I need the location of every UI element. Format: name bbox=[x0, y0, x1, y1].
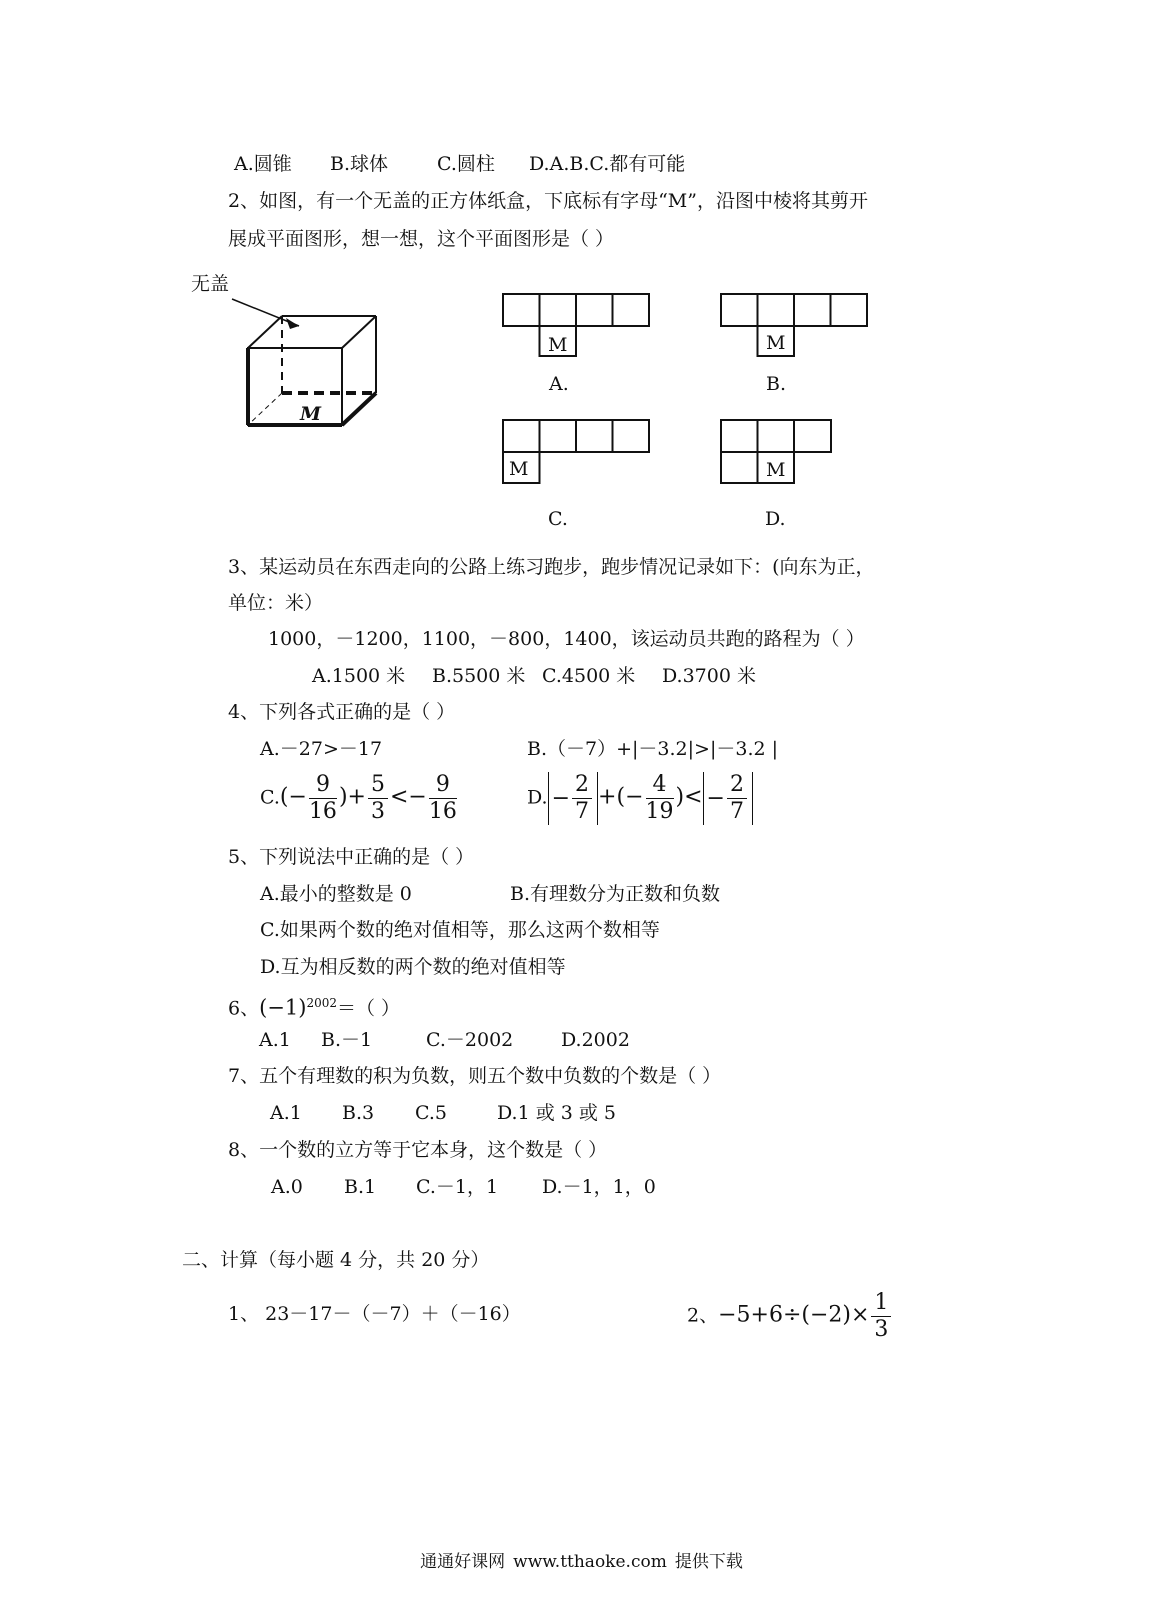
q5-option-c: C.如果两个数的绝对值相等，那么这两个数相等 bbox=[260, 919, 660, 941]
q6-option-a: A.1 bbox=[259, 1029, 291, 1051]
fraction-numerator: 9 bbox=[429, 772, 457, 799]
q6-stem bbox=[228, 991, 400, 1020]
q4-option-d-fraction-2 bbox=[646, 772, 674, 825]
q7-option-a: A.1 bbox=[270, 1102, 302, 1124]
fraction-denominator: 16 bbox=[428, 799, 457, 824]
q4-option-d bbox=[527, 772, 753, 825]
q4-option-c-fraction-1 bbox=[309, 772, 337, 825]
q4-option-c-less-than: <− bbox=[389, 784, 427, 810]
q3-stem-line2: 单位：米） bbox=[228, 592, 324, 614]
q4-stem: 4、下列各式正确的是（ ） bbox=[228, 701, 456, 723]
q1-option-a: A.圆锥 bbox=[234, 153, 292, 175]
q5-option-d: D.互为相反数的两个数的绝对值相等 bbox=[260, 956, 566, 978]
footer-url[interactable]: www.tthaoke.com bbox=[513, 1552, 667, 1572]
q4-option-c-paren-open: (− bbox=[279, 784, 307, 810]
fraction-numerator: 2 bbox=[572, 772, 592, 799]
q3-option-b: B.5500 米 bbox=[432, 665, 526, 687]
calc-problem-2 bbox=[687, 1290, 893, 1343]
fraction-denominator: 7 bbox=[729, 799, 744, 824]
calc-problem-1: 1、 23－17－（－7）＋（－16） bbox=[228, 1303, 521, 1325]
q6-base: (−1) bbox=[259, 995, 307, 1020]
q6-option-b: B.－1 bbox=[321, 1029, 373, 1051]
footer-site-name: 通通好课网 bbox=[420, 1552, 506, 1572]
q5-stem: 5、下列说法中正确的是（ ） bbox=[228, 846, 475, 868]
q8-option-a: A.0 bbox=[271, 1176, 303, 1198]
calc-problem-2-fraction bbox=[871, 1290, 891, 1343]
fraction-numerator: 5 bbox=[368, 772, 388, 799]
net-b-letter-m: M bbox=[766, 332, 786, 354]
fraction-numerator: 2 bbox=[727, 772, 747, 799]
minus-sign: − bbox=[551, 786, 571, 811]
q3-stem-line3: 1000，－1200，1100，－800，1400，该运动员共跑的路程为（ ） bbox=[268, 628, 865, 650]
calc-problem-2-prefix: 2、 bbox=[687, 1304, 719, 1327]
fraction-denominator: 3 bbox=[370, 799, 385, 824]
q1-option-c: C.圆柱 bbox=[437, 153, 495, 175]
q4-option-c bbox=[260, 772, 459, 825]
q4-option-d-fraction-1 bbox=[572, 772, 592, 825]
minus-sign: − bbox=[706, 786, 725, 811]
q4-option-a: A.－27>－17 bbox=[260, 738, 383, 760]
q7-option-c: C.5 bbox=[415, 1102, 447, 1124]
q4-option-c-fraction-3 bbox=[429, 772, 457, 825]
section-2-heading: 二、计算（每小题 4 分，共 20 分） bbox=[182, 1249, 490, 1271]
fraction-denominator: 16 bbox=[308, 799, 337, 824]
q4-option-d-fraction-3 bbox=[727, 772, 747, 825]
net-a-letter-m: M bbox=[548, 334, 568, 356]
q1-option-d: D.A.B.C.都有可能 bbox=[529, 153, 686, 175]
net-a-label: A. bbox=[549, 373, 569, 395]
fraction-numerator: 9 bbox=[309, 772, 337, 799]
net-a-figure bbox=[502, 293, 652, 358]
q8-stem: 8、一个数的立方等于它本身，这个数是（ ） bbox=[228, 1139, 608, 1161]
fraction-denominator: 19 bbox=[645, 799, 674, 824]
q4-option-d-abs-1 bbox=[548, 772, 598, 825]
q7-stem: 7、五个有理数的积为负数，则五个数中负数的个数是（ ） bbox=[228, 1065, 722, 1087]
q8-option-d: D.－1，1，0 bbox=[542, 1176, 656, 1198]
fraction-denominator: 3 bbox=[874, 1317, 889, 1342]
q2-stem-line1: 2、如图，有一个无盖的正方体纸盒，下底标有字母“M”，沿图中棱将其剪开 bbox=[228, 190, 868, 212]
net-c-letter-m: M bbox=[509, 458, 529, 480]
q2-stem-line2: 展成平面图形，想一想，这个平面图形是（ ） bbox=[228, 228, 615, 250]
q3-option-a: A.1500 米 bbox=[312, 665, 406, 687]
cube-letter-m: M bbox=[300, 403, 322, 425]
net-c-label: C. bbox=[548, 508, 568, 530]
q1-option-b: B.球体 bbox=[330, 153, 389, 175]
q6-option-c: C.－2002 bbox=[426, 1029, 514, 1051]
q7-option-b: B.3 bbox=[342, 1102, 375, 1124]
cube-no-lid-label: 无盖 bbox=[191, 273, 230, 295]
q8-option-c: C.－1，1 bbox=[416, 1176, 499, 1198]
q3-stem-line1: 3、某运动员在东西走向的公路上练习跑步，跑步情况记录如下：(向东为正， bbox=[228, 556, 875, 578]
q6-prefix: 6、 bbox=[228, 997, 260, 1020]
fraction-denominator: 7 bbox=[575, 799, 590, 824]
q4-option-d-prefix: D. bbox=[527, 786, 548, 809]
q8-option-b: B.1 bbox=[344, 1176, 377, 1198]
net-d-letter-m: M bbox=[766, 459, 786, 481]
q4-option-c-prefix: C. bbox=[260, 786, 280, 809]
q4-option-c-fraction-2 bbox=[368, 772, 388, 825]
q4-option-d-abs-2 bbox=[703, 772, 753, 825]
net-b-figure bbox=[720, 293, 870, 358]
q5-option-b: B.有理数分为正数和负数 bbox=[510, 883, 721, 905]
q4-option-d-less-than: )< bbox=[675, 784, 703, 810]
q5-option-a: A.最小的整数是 0 bbox=[260, 883, 412, 905]
q4-option-b: B.（－7）+|－3.2|>|－3.2 | bbox=[527, 738, 779, 760]
q6-option-d: D.2002 bbox=[561, 1029, 630, 1051]
page-footer bbox=[0, 1547, 1163, 1572]
calc-problem-2-expression: −5+6÷(−2)× bbox=[718, 1302, 870, 1328]
q6-suffix: ＝（ ） bbox=[336, 997, 401, 1020]
q4-option-d-plus: +(− bbox=[598, 784, 644, 810]
q4-option-c-plus: )+ bbox=[338, 784, 366, 810]
q3-option-c: C.4500 米 bbox=[542, 665, 636, 687]
fraction-numerator: 4 bbox=[646, 772, 674, 799]
net-b-label: B. bbox=[766, 373, 787, 395]
net-d-label: D. bbox=[765, 508, 786, 530]
footer-tail: 提供下载 bbox=[674, 1552, 743, 1572]
q3-option-d: D.3700 米 bbox=[662, 665, 756, 687]
q6-exponent: 2002 bbox=[306, 996, 337, 1010]
fraction-numerator: 1 bbox=[871, 1290, 891, 1317]
q7-option-d: D.1 或 3 或 5 bbox=[497, 1102, 617, 1124]
